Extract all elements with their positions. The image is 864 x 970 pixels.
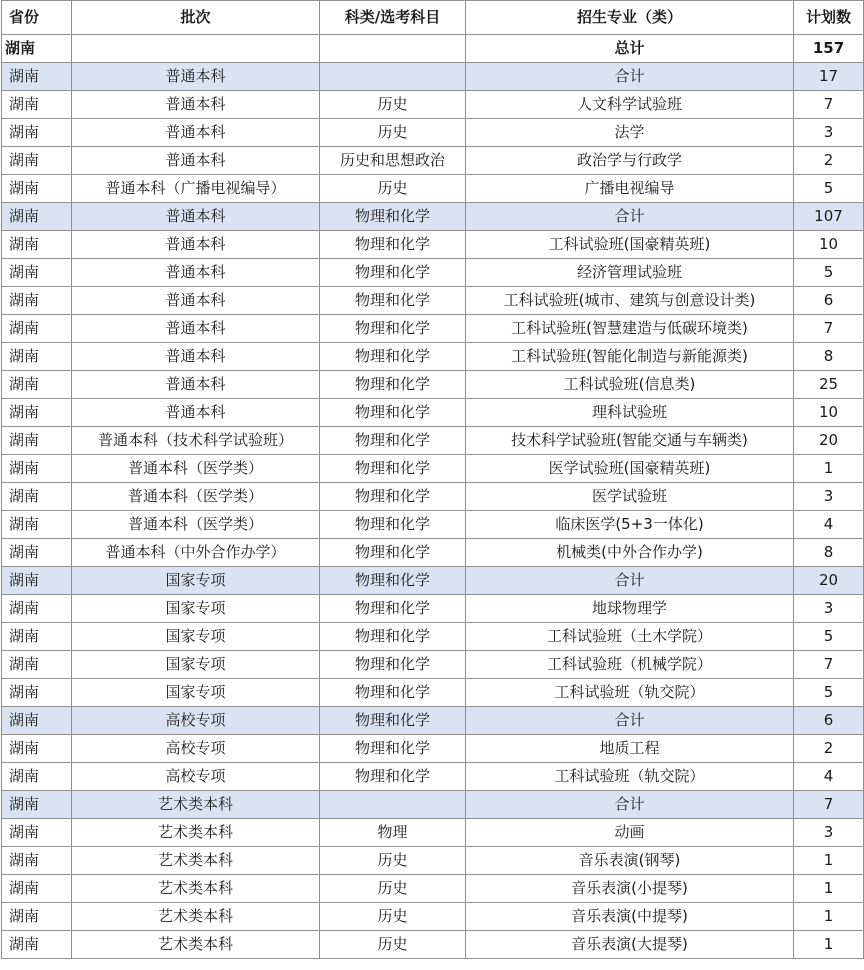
- batch-cell: 普通本科: [72, 315, 320, 343]
- batch-cell: 普通本科: [72, 259, 320, 287]
- major-cell: 理科试验班: [466, 399, 794, 427]
- batch-cell: 普通本科: [72, 203, 320, 231]
- table-row: [2, 483, 864, 511]
- table-row: [2, 875, 864, 903]
- header-plan-count: 计划数: [794, 1, 864, 35]
- batch-cell: 艺术类本科: [72, 875, 320, 903]
- plan-count-cell: 4: [794, 763, 864, 791]
- plan-count-cell: 10: [794, 399, 864, 427]
- batch-cell: 普通本科（医学类）: [72, 483, 320, 511]
- batch-cell: 国家专项: [72, 567, 320, 595]
- batch-cell: 国家专项: [72, 679, 320, 707]
- subject-cell: 物理和化学: [320, 455, 466, 483]
- plan-count-cell: 3: [794, 595, 864, 623]
- batch-cell: 国家专项: [72, 651, 320, 679]
- province-cell: 湖南: [2, 119, 72, 147]
- province-cell: 湖南: [2, 539, 72, 567]
- major-cell: 地球物理学: [466, 595, 794, 623]
- province-cell: 湖南: [2, 315, 72, 343]
- major-cell: 机械类(中外合作办学): [466, 539, 794, 567]
- table-row: [2, 119, 864, 147]
- header-major: 招生专业（类）: [466, 1, 794, 35]
- batch-cell: 普通本科: [72, 371, 320, 399]
- province-cell: 湖南: [2, 791, 72, 819]
- batch-cell: 普通本科（医学类）: [72, 511, 320, 539]
- subject-cell: 历史: [320, 931, 466, 959]
- batch-cell: 国家专项: [72, 623, 320, 651]
- batch-cell: 普通本科（中外合作办学）: [72, 539, 320, 567]
- table-row: [2, 511, 864, 539]
- major-cell: 音乐表演(大提琴): [466, 931, 794, 959]
- table-row: [2, 175, 864, 203]
- table-row: [2, 735, 864, 763]
- table-row: [2, 595, 864, 623]
- major-cell: 总计: [466, 35, 794, 63]
- major-cell: 动画: [466, 819, 794, 847]
- table-row: [2, 371, 864, 399]
- batch-cell: 普通本科: [72, 119, 320, 147]
- plan-count-cell: 2: [794, 147, 864, 175]
- province-cell: 湖南: [2, 259, 72, 287]
- subtotal-row: [2, 791, 864, 819]
- province-cell: 湖南: [2, 203, 72, 231]
- plan-count-cell: 1: [794, 875, 864, 903]
- plan-count-cell: 1: [794, 931, 864, 959]
- major-cell: 工科试验班(智能化制造与新能源类): [466, 343, 794, 371]
- plan-count-cell: 6: [794, 287, 864, 315]
- subject-cell: [320, 791, 466, 819]
- major-cell: 工科试验班（轨交院）: [466, 679, 794, 707]
- table-row: [2, 147, 864, 175]
- province-cell: 湖南: [2, 483, 72, 511]
- batch-cell: 艺术类本科: [72, 791, 320, 819]
- plan-count-cell: 7: [794, 91, 864, 119]
- subtotal-row: [2, 707, 864, 735]
- plan-count-cell: 5: [794, 623, 864, 651]
- province-cell: 湖南: [2, 847, 72, 875]
- table-row: [2, 763, 864, 791]
- subject-cell: 物理和化学: [320, 651, 466, 679]
- province-cell: 湖南: [2, 427, 72, 455]
- major-cell: 人文科学试验班: [466, 91, 794, 119]
- subject-cell: 物理和化学: [320, 707, 466, 735]
- subject-cell: [320, 63, 466, 91]
- batch-cell: 普通本科: [72, 91, 320, 119]
- subtotal-row: [2, 567, 864, 595]
- table-row: [2, 259, 864, 287]
- subject-cell: 物理和化学: [320, 511, 466, 539]
- batch-cell: 高校专项: [72, 763, 320, 791]
- major-cell: 工科试验班（土木学院）: [466, 623, 794, 651]
- province-cell: 湖南: [2, 63, 72, 91]
- subject-cell: 物理和化学: [320, 371, 466, 399]
- province-cell: 湖南: [2, 455, 72, 483]
- major-cell: 合计: [466, 567, 794, 595]
- table-row: [2, 399, 864, 427]
- subject-cell: 物理和化学: [320, 735, 466, 763]
- subject-cell: 历史: [320, 175, 466, 203]
- subject-cell: 物理和化学: [320, 567, 466, 595]
- batch-cell: 普通本科（广播电视编导）: [72, 175, 320, 203]
- batch-cell: 高校专项: [72, 735, 320, 763]
- table-row: [2, 679, 864, 707]
- major-cell: 医学试验班(国豪精英班): [466, 455, 794, 483]
- major-cell: 工科试验班（机械学院）: [466, 651, 794, 679]
- major-cell: 音乐表演(钢琴): [466, 847, 794, 875]
- major-cell: 技术科学试验班(智能交通与车辆类): [466, 427, 794, 455]
- province-cell: 湖南: [2, 399, 72, 427]
- province-cell: 湖南: [2, 903, 72, 931]
- plan-count-cell: 5: [794, 259, 864, 287]
- province-cell: 湖南: [2, 763, 72, 791]
- subject-cell: 物理和化学: [320, 343, 466, 371]
- subject-cell: 物理: [320, 819, 466, 847]
- batch-cell: 普通本科: [72, 147, 320, 175]
- batch-cell: 普通本科: [72, 231, 320, 259]
- major-cell: 政治学与行政学: [466, 147, 794, 175]
- plan-count-cell: 7: [794, 651, 864, 679]
- table-row: [2, 427, 864, 455]
- batch-cell: 艺术类本科: [72, 847, 320, 875]
- major-cell: 合计: [466, 63, 794, 91]
- major-cell: 法学: [466, 119, 794, 147]
- major-cell: 广播电视编导: [466, 175, 794, 203]
- province-cell: 湖南: [2, 595, 72, 623]
- subject-cell: 物理和化学: [320, 259, 466, 287]
- table-body: [2, 35, 864, 959]
- major-cell: 合计: [466, 791, 794, 819]
- province-cell: 湖南: [2, 819, 72, 847]
- plan-count-cell: 10: [794, 231, 864, 259]
- header-subject: 科类/选考科目: [320, 1, 466, 35]
- province-cell: 湖南: [2, 511, 72, 539]
- subject-cell: 历史: [320, 875, 466, 903]
- major-cell: 工科试验班（轨交院）: [466, 763, 794, 791]
- province-cell: 湖南: [2, 623, 72, 651]
- table-row: [2, 287, 864, 315]
- plan-count-cell: 8: [794, 343, 864, 371]
- batch-cell: 普通本科（技术科学试验班）: [72, 427, 320, 455]
- table-row: [2, 231, 864, 259]
- batch-cell: 艺术类本科: [72, 819, 320, 847]
- subject-cell: 历史: [320, 847, 466, 875]
- subject-cell: 物理和化学: [320, 483, 466, 511]
- plan-count-cell: 17: [794, 63, 864, 91]
- subject-cell: 物理和化学: [320, 231, 466, 259]
- table-row: [2, 455, 864, 483]
- major-cell: 合计: [466, 707, 794, 735]
- subject-cell: 历史: [320, 91, 466, 119]
- province-cell: 湖南: [2, 875, 72, 903]
- major-cell: 经济管理试验班: [466, 259, 794, 287]
- major-cell: 临床医学(5+3一体化): [466, 511, 794, 539]
- subject-cell: 历史: [320, 903, 466, 931]
- plan-count-cell: 1: [794, 455, 864, 483]
- subject-cell: 物理和化学: [320, 203, 466, 231]
- plan-count-cell: 4: [794, 511, 864, 539]
- subject-cell: 物理和化学: [320, 595, 466, 623]
- batch-cell: 普通本科: [72, 343, 320, 371]
- total-row: [2, 35, 864, 63]
- table-row: [2, 315, 864, 343]
- plan-count-cell: 20: [794, 567, 864, 595]
- batch-cell: 普通本科: [72, 399, 320, 427]
- header-batch: 批次: [72, 1, 320, 35]
- subject-cell: 物理和化学: [320, 427, 466, 455]
- plan-count-cell: 5: [794, 175, 864, 203]
- plan-count-cell: 3: [794, 483, 864, 511]
- major-cell: 合计: [466, 203, 794, 231]
- major-cell: 工科试验班(信息类): [466, 371, 794, 399]
- plan-count-cell: 3: [794, 819, 864, 847]
- province-cell: 湖南: [2, 35, 72, 63]
- province-cell: 湖南: [2, 707, 72, 735]
- province-cell: 湖南: [2, 343, 72, 371]
- table-row: [2, 343, 864, 371]
- plan-count-cell: 1: [794, 903, 864, 931]
- province-cell: 湖南: [2, 175, 72, 203]
- batch-cell: 高校专项: [72, 707, 320, 735]
- plan-count-cell: 7: [794, 315, 864, 343]
- subject-cell: 物理和化学: [320, 623, 466, 651]
- subject-cell: [320, 35, 466, 63]
- province-cell: 湖南: [2, 231, 72, 259]
- plan-count-cell: 3: [794, 119, 864, 147]
- plan-count-cell: 2: [794, 735, 864, 763]
- batch-cell: 普通本科（医学类）: [72, 455, 320, 483]
- table-header-row: [2, 1, 864, 35]
- province-cell: 湖南: [2, 567, 72, 595]
- table-row: [2, 819, 864, 847]
- subject-cell: 物理和化学: [320, 287, 466, 315]
- table-row: [2, 91, 864, 119]
- enrollment-plan-table: [1, 0, 864, 959]
- major-cell: 工科试验班(国豪精英班): [466, 231, 794, 259]
- table-row: [2, 847, 864, 875]
- table-row: [2, 539, 864, 567]
- subject-cell: 物理和化学: [320, 315, 466, 343]
- batch-cell: [72, 35, 320, 63]
- major-cell: 工科试验班(城市、建筑与创意设计类): [466, 287, 794, 315]
- major-cell: 音乐表演(中提琴): [466, 903, 794, 931]
- batch-cell: 国家专项: [72, 595, 320, 623]
- plan-count-cell: 8: [794, 539, 864, 567]
- subtotal-row: [2, 63, 864, 91]
- subject-cell: 历史和思想政治: [320, 147, 466, 175]
- province-cell: 湖南: [2, 651, 72, 679]
- plan-count-cell: 7: [794, 791, 864, 819]
- province-cell: 湖南: [2, 735, 72, 763]
- plan-count-cell: 20: [794, 427, 864, 455]
- subject-cell: 物理和化学: [320, 539, 466, 567]
- province-cell: 湖南: [2, 287, 72, 315]
- province-cell: 湖南: [2, 91, 72, 119]
- province-cell: 湖南: [2, 147, 72, 175]
- major-cell: 医学试验班: [466, 483, 794, 511]
- table-row: [2, 903, 864, 931]
- province-cell: 湖南: [2, 371, 72, 399]
- province-cell: 湖南: [2, 931, 72, 959]
- subtotal-row: [2, 203, 864, 231]
- batch-cell: 普通本科: [72, 63, 320, 91]
- plan-count-cell: 1: [794, 847, 864, 875]
- plan-count-cell: 5: [794, 679, 864, 707]
- table-row: [2, 623, 864, 651]
- subject-cell: 历史: [320, 119, 466, 147]
- plan-count-cell: 157: [794, 35, 864, 63]
- batch-cell: 艺术类本科: [72, 903, 320, 931]
- plan-count-cell: 6: [794, 707, 864, 735]
- subject-cell: 物理和化学: [320, 679, 466, 707]
- plan-count-cell: 25: [794, 371, 864, 399]
- table-row: [2, 651, 864, 679]
- major-cell: 工科试验班(智慧建造与低碳环境类): [466, 315, 794, 343]
- batch-cell: 艺术类本科: [72, 931, 320, 959]
- major-cell: 地质工程: [466, 735, 794, 763]
- batch-cell: 普通本科: [72, 287, 320, 315]
- plan-count-cell: 107: [794, 203, 864, 231]
- table-row: [2, 931, 864, 959]
- major-cell: 音乐表演(小提琴): [466, 875, 794, 903]
- subject-cell: 物理和化学: [320, 763, 466, 791]
- province-cell: 湖南: [2, 679, 72, 707]
- header-province: 省份: [2, 1, 72, 35]
- subject-cell: 物理和化学: [320, 399, 466, 427]
